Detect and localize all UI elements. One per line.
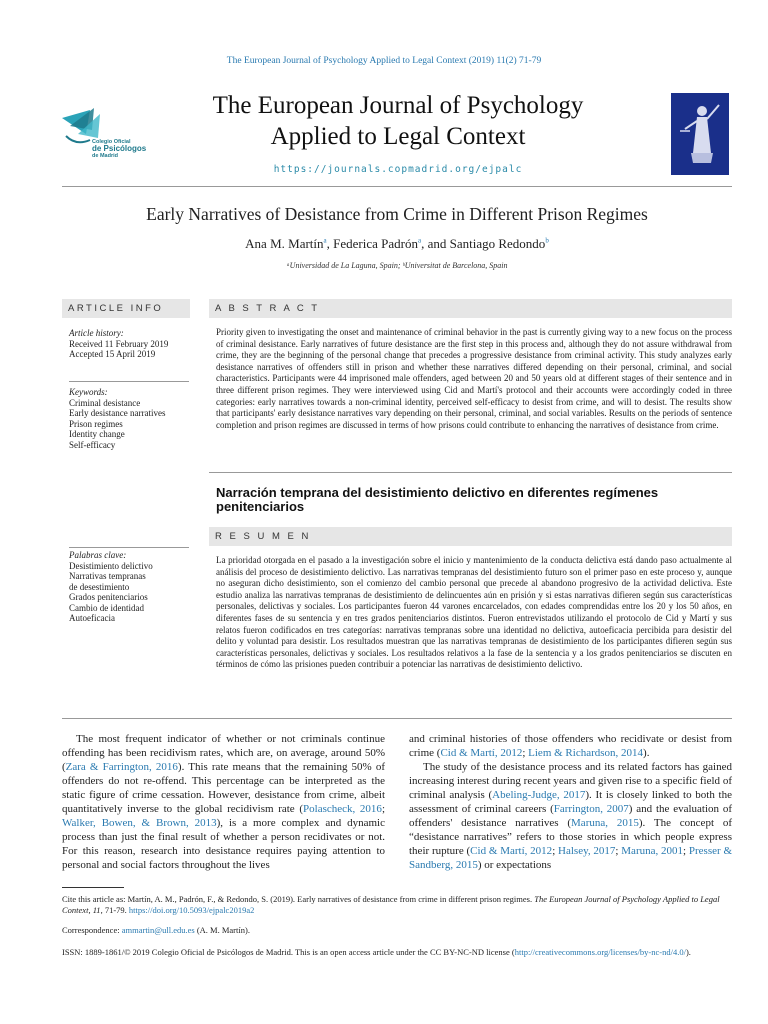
journal-url[interactable]: https://journals.copmadrid.org/ejpalc <box>273 164 523 175</box>
logo-text <box>92 139 146 159</box>
author-sep-2: , and <box>421 236 450 251</box>
justice-emblem <box>671 93 729 175</box>
text-run: ). This rate means that the remaining 50% of offenders do not re-offend. This percentage can be interpreted as the static figure of crime cessation. However, desistance from crime, albeit quantitatively inverse to the global recidivism rate ( <box>62 760 385 815</box>
citation-link[interactable]: Abeling-Judge, 2017 <box>492 788 586 801</box>
text-run: ) or expectations <box>477 858 552 871</box>
text-run: ). <box>643 746 650 759</box>
journal-name: The European Journal of Psychology Applied to Legal Context, 11 <box>62 894 720 915</box>
text-run: , 71-79. <box>100 904 129 915</box>
body-paragraph <box>409 761 732 873</box>
text-run: Correspondence: <box>62 925 122 935</box>
keyword: Prison regimes <box>69 418 123 429</box>
text-run: ; <box>683 844 689 857</box>
license-link[interactable]: http://creativecommons.org/licenses/by-nc-nd/4.0/ <box>514 947 686 957</box>
email-link[interactable]: ammartin@ull.edu.es <box>121 925 195 935</box>
header-rule <box>62 186 732 187</box>
license-note <box>62 947 732 958</box>
resumen-text: La prioridad otorgada en el pasado a la investigación sobre el inicio y mantenimiento de la conducta delictiva está dando paso actualmente al análisis del proceso de desistimiento delictivo. Las narrativas tempranas del desistimiento futuro son el primer paso en este proceso y, aunque no aseguran dicho desistimiento, son el comienzo del cambio personal que precede al abandono progresivo de la actividad delictiva. Este estudio analiza las narrativas tempranas de desistimiento de delincuentes aún en prisión y si estas narrativas difieren según sus características personales, delictivas y sociales. Los participantes fueron 44 varones encarcelados, con edades comprendidas entre los 20 y los 50 años, en diferentes fases de su sentencia y en tres grados penitenciarios distintos. Fueron entrevistados utilizando el protocolo de Cid y Martí y sus relatos fueron codificados en tres categorías: narrativas tempranas sobre una identidad no delictiva, autoeficacia percibida para desistir del delito y voluntad para desistir. Los resultados muestran que las narrativas tempranas de desistimiento de los participantes difieren según sus características personales, delictivas y sociales. Los resultados relativos a la fase de la sentencia y a los grados penitenciarios se discuten en términos de cómo las prisiones pueden contribuir a potenciar las narrativas de desistimiento delictivo. <box>216 555 732 670</box>
cite-note <box>62 894 732 915</box>
text-run: ). <box>685 947 691 957</box>
text-run: Cite this article as: Martín, A. M., Padrón, F., & Redondo, S. (2019). Early narratives of desistance from crime in different prison regimes. <box>62 894 535 904</box>
journal-title-line1: The European Journal of Psychology <box>212 92 584 119</box>
text-run: The study of the desistance process and its related factors has gained increasing interest during recent years and given rise to a specific field of criminal analysis ( <box>409 760 732 801</box>
citation-link[interactable]: Walker, Bowen, & Brown, 2013 <box>62 816 217 829</box>
doi-link[interactable]: https://doi.org/10.5093/ejpalc2019a2 <box>128 904 255 915</box>
palabras-label: Palabras clave: <box>69 550 127 560</box>
text-run: ISSN: 1889-1861/© 2019 Colegio Oficial de Psicólogos de Madrid. This is an open access article under the CC BY-NC-ND license ( <box>62 947 515 957</box>
text-run: The most frequent indicator of whether or not criminals continue offending has been recidivism rates, which are, on average, around 50% ( <box>62 733 385 773</box>
citation-link[interactable]: Maruna, 2001 <box>621 844 684 857</box>
author-1-affil: a <box>323 236 327 245</box>
keyword: Self-efficacy <box>69 439 116 450</box>
affiliations: ᵃUniversidad de La Laguna, Spain; ᵇUniversitat de Barcelona, Spain <box>286 261 508 270</box>
author-2: Federica Padrón <box>333 236 418 251</box>
paper-title: Early Narratives of Desistance from Crime in Different Prison Regimes <box>146 204 648 224</box>
article-info-heading: ARTICLE INFO <box>62 299 190 318</box>
text-run: (A. M. Martín). <box>194 925 250 935</box>
abstract-text: Priority given to investigating the onset and maintenance of criminal behavior in the past is currently giving way to a new focus on the process of criminal desistance. Early narratives of future desistance are the first step in this process and, although they do not assure withdrawal from crime, they are the beginning of the personal change that precedes a progressive desistance from criminal activity. This study analyzes early desistance narratives of offenders still in prison and whether these narratives differed depending on their personal, criminal, and social characteristics. Participants were 44 imprisoned male offenders, aged between 20 and 50 years old at different stages of their sentence and in three different prison regimes. They were interviewed using Cid and Martí's protocol and their accounts were accordingly coded in three categories: early narratives towards a non-criminal identity, perceived self-efficacy to desist from crime, and will to desist. The results show that participants' early desistance narratives vary depending on their personal, criminal, and social variables. Results on the periods of sentence completion and prison regimes are discussed in terms of how prisons could contribute to enhancing the narratives of desistance from crime. <box>216 327 732 430</box>
citation-link[interactable]: Zara & Farrington, 2016 <box>65 760 178 773</box>
citation-link[interactable]: Cid & Martí, 2012 <box>440 746 523 759</box>
palabra-clave: Grados penitenciarios <box>69 592 148 602</box>
author-1: Ana M. Martín <box>245 236 324 251</box>
palabra-clave: de desestimiento <box>69 581 130 592</box>
body-column-right <box>409 733 732 873</box>
history-label: Article history: <box>69 328 124 338</box>
palabra-clave: Cambio de identidad <box>69 602 144 613</box>
text-run: ; <box>381 802 385 815</box>
keyword: Criminal desistance <box>69 397 141 408</box>
text-run: and criminal histories of those offenders who recidivate or desist from crime ( <box>409 733 732 759</box>
citation-link[interactable]: Maruna, 2015 <box>571 816 639 829</box>
citation-link[interactable]: Cid & Martí, 2012 <box>470 844 553 857</box>
footnote-rule <box>62 887 124 888</box>
logo-line3: de Madrid <box>92 153 118 159</box>
article-history <box>69 328 189 360</box>
accepted-date: Accepted 15 April 2019 <box>69 349 156 359</box>
keywords-label: Keywords: <box>69 387 108 397</box>
keyword: Identity change <box>69 429 125 439</box>
palabra-clave: Desistimiento delictivo <box>69 560 153 571</box>
body-paragraph <box>62 733 385 873</box>
keywords <box>69 387 189 450</box>
body-column-left <box>62 733 385 873</box>
copm-logo <box>60 104 156 164</box>
abstract-heading: A B S T R A C T <box>209 299 732 318</box>
text-run: ; <box>522 746 529 759</box>
citation-link[interactable]: Halsey, 2017 <box>558 844 616 857</box>
palabra-clave: Narrativas tempranas <box>69 571 146 581</box>
body-paragraph <box>409 733 732 761</box>
spanish-title: Narración temprana del desistimiento delictivo en diferentes regímenes penitenciarios <box>216 485 659 514</box>
author-3-affil: b <box>545 236 549 245</box>
palabras-clave <box>69 550 193 624</box>
abstract-end-rule <box>62 718 732 719</box>
citation-link[interactable]: Polascheck, 2016 <box>303 802 382 815</box>
palabra-clave: Autoeficacia <box>69 613 115 623</box>
text-run: ), is a more complex and dynamic process than just the final result of whether a person recidivates or not. For this reason, research into desistance requires paying attention to personal and social factors throughout the lives <box>62 816 385 871</box>
logo-line1: Colegio Oficial <box>92 139 131 145</box>
author-sep-1: , <box>326 236 334 251</box>
journal-title <box>170 90 626 152</box>
side-divider <box>69 547 189 548</box>
logo-line2: de Psicólogos <box>92 144 147 153</box>
side-divider <box>69 381 189 382</box>
text-run: ). The concept of “desistance narratives” refers to those stories in which people express their rupture ( <box>409 816 732 857</box>
author-3: Santiago Redondo <box>449 236 546 251</box>
resumen-heading: R E S U M E N <box>209 527 732 546</box>
justice-statue-icon <box>671 93 729 175</box>
citation-link[interactable]: Presser & Sandberg, 2015 <box>409 844 733 871</box>
text-run: ). It is closely linked to both the assessment of criminal careers ( <box>409 788 732 815</box>
citation-link[interactable]: Liem & Richardson, 2014 <box>528 746 644 759</box>
received-date: Received 11 February 2019 <box>69 338 169 349</box>
text-run: ; <box>552 844 559 857</box>
author-2-affil: a <box>417 236 422 245</box>
journal-title-line2: Applied to Legal Context <box>270 123 526 150</box>
text-run: ) and the evaluation of offenders' desistance narratives ( <box>409 802 733 829</box>
citation-link[interactable]: Farrington, 2007 <box>553 802 629 815</box>
authors <box>62 236 732 252</box>
keyword: Early desistance narratives <box>69 408 166 418</box>
abstract-rule <box>209 472 732 473</box>
text-run: ; <box>615 844 622 857</box>
correspondence-note <box>62 925 732 936</box>
running-header: The European Journal of Psychology Applied to Legal Context (2019) 11(2) 71-79 <box>226 56 542 66</box>
